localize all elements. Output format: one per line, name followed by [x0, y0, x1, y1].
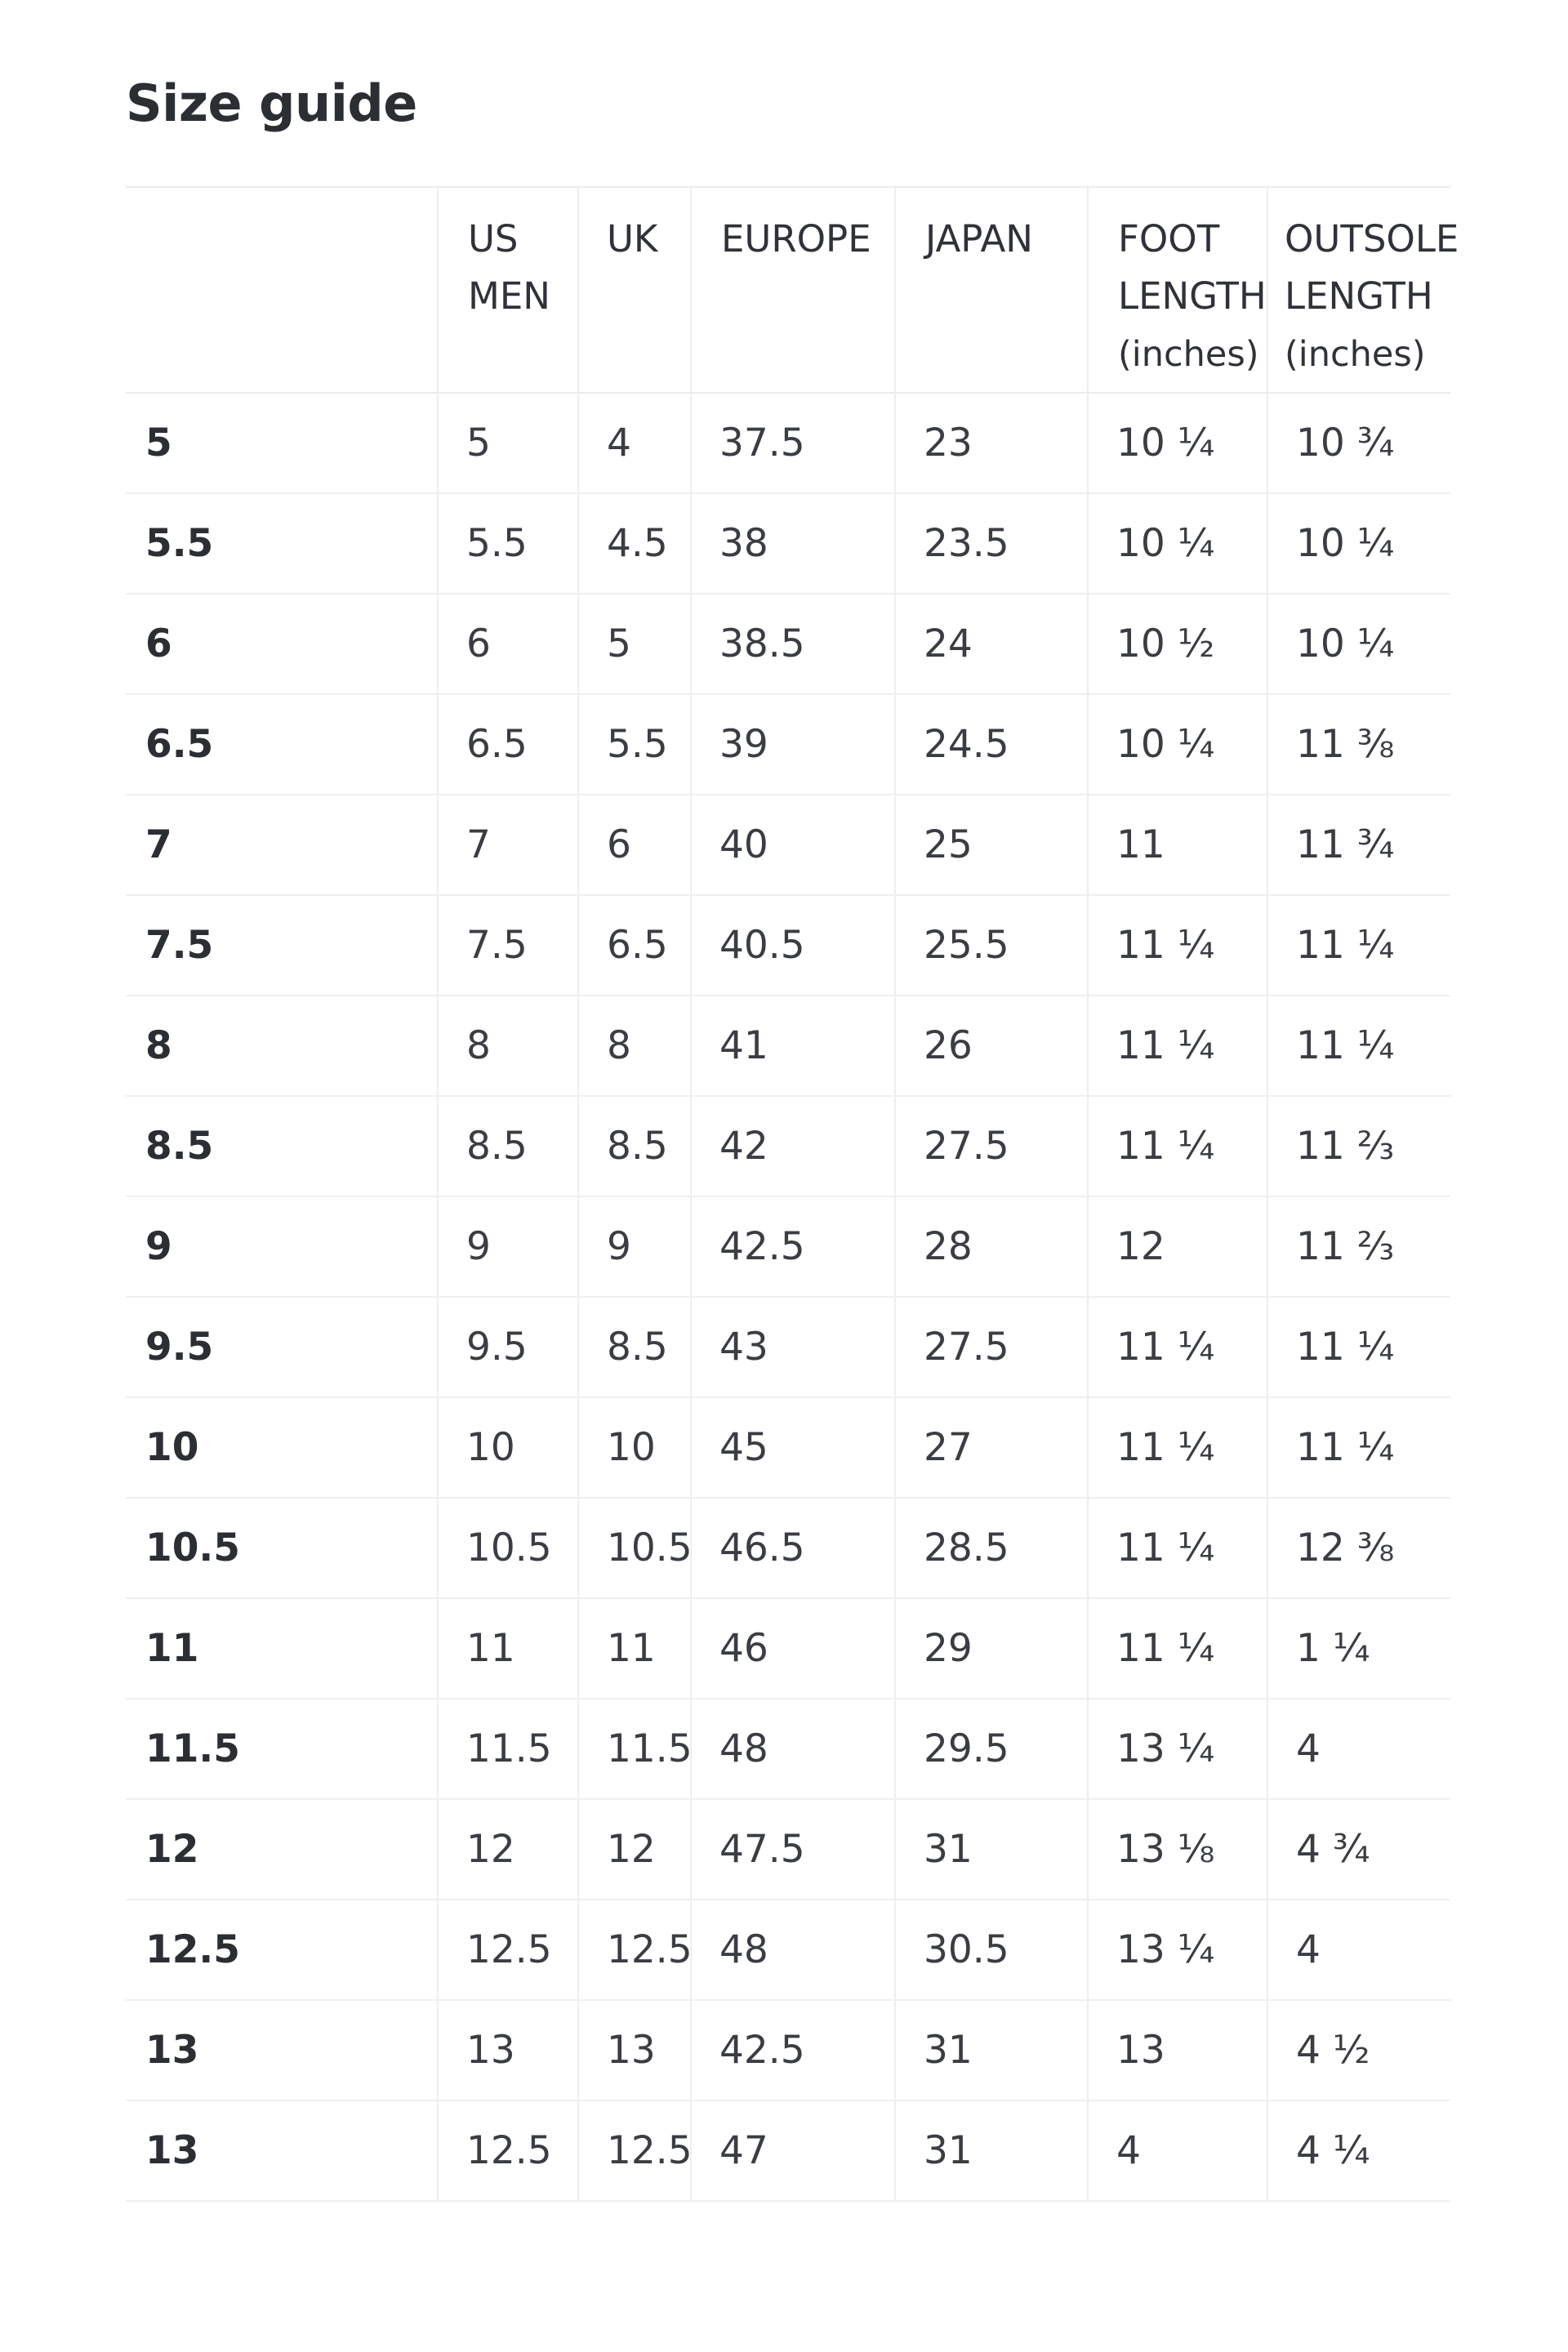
table-row: [126, 1297, 1450, 1397]
cell-size: 6: [126, 594, 438, 694]
cell-outsole-length: 4: [1267, 1699, 1450, 1799]
cell-europe: 38.5: [691, 594, 895, 694]
cell-europe: 48: [691, 1900, 895, 2000]
cell-japan: 24: [895, 594, 1088, 694]
cell-uk: 10: [578, 1397, 691, 1498]
table-row: [126, 1598, 1450, 1699]
cell-size: 13: [126, 2100, 438, 2201]
cell-japan: 28: [895, 1196, 1088, 1297]
column-header-line: UK: [607, 217, 658, 261]
cell-uk: 9: [578, 1196, 691, 1297]
table-header-row: [126, 187, 1450, 393]
cell-japan: 27: [895, 1397, 1088, 1498]
cell-foot-length: 10 ¼: [1088, 694, 1267, 795]
cell-size: 5: [126, 393, 438, 493]
cell-outsole-length: 11 ⅔: [1267, 1196, 1450, 1297]
cell-outsole-length: 4 ½: [1267, 2000, 1450, 2100]
column-header-foot-length: [1088, 187, 1267, 393]
column-header-line: (inches): [1118, 334, 1259, 375]
cell-japan: 27.5: [895, 1096, 1088, 1196]
cell-us-men: 5: [438, 393, 578, 493]
cell-outsole-length: 10 ¼: [1267, 493, 1450, 594]
column-header-uk: [578, 187, 691, 393]
cell-size: 12: [126, 1799, 438, 1900]
cell-japan: 23: [895, 393, 1088, 493]
cell-japan: 23.5: [895, 493, 1088, 594]
cell-foot-length: 11: [1088, 795, 1267, 895]
cell-foot-length: 12: [1088, 1196, 1267, 1297]
table-row: [126, 1498, 1450, 1598]
cell-outsole-length: 11 ¼: [1267, 1397, 1450, 1498]
cell-uk: 12.5: [578, 2100, 691, 2201]
cell-europe: 43: [691, 1297, 895, 1397]
cell-uk: 13: [578, 2000, 691, 2100]
table-row: [126, 493, 1450, 594]
cell-foot-length: 11 ¼: [1088, 1297, 1267, 1397]
cell-us-men: 9: [438, 1196, 578, 1297]
cell-europe: 42: [691, 1096, 895, 1196]
cell-us-men: 12.5: [438, 1900, 578, 2000]
table-row: [126, 594, 1450, 694]
cell-outsole-length: 10 ¼: [1267, 594, 1450, 694]
cell-outsole-length: 11 ¾: [1267, 795, 1450, 895]
cell-foot-length: 10 ¼: [1088, 393, 1267, 493]
column-header-line: FOOT: [1118, 217, 1220, 261]
cell-europe: 39: [691, 694, 895, 795]
cell-outsole-length: 11 ¼: [1267, 895, 1450, 996]
cell-size: 7.5: [126, 895, 438, 996]
cell-outsole-length: 11 ¼: [1267, 1297, 1450, 1397]
cell-us-men: 10: [438, 1397, 578, 1498]
cell-uk: 4.5: [578, 493, 691, 594]
cell-japan: 29.5: [895, 1699, 1088, 1799]
cell-europe: 40.5: [691, 895, 895, 996]
column-header-outsole-length: [1267, 187, 1459, 393]
cell-size: 10: [126, 1397, 438, 1498]
cell-europe: 47: [691, 2100, 895, 2201]
table-row: [126, 1096, 1450, 1196]
cell-europe: 41: [691, 996, 895, 1096]
cell-uk: 11.5: [578, 1699, 691, 1799]
cell-size: 11: [126, 1598, 438, 1699]
cell-uk: 8: [578, 996, 691, 1096]
column-header-us-men: [438, 187, 578, 393]
cell-europe: 40: [691, 795, 895, 895]
cell-us-men: 12.5: [438, 2100, 578, 2201]
cell-size: 13: [126, 2000, 438, 2100]
cell-foot-length: 11 ¼: [1088, 1498, 1267, 1598]
cell-us-men: 9.5: [438, 1297, 578, 1397]
cell-uk: 12: [578, 1799, 691, 1900]
cell-foot-length: 11 ¼: [1088, 1397, 1267, 1498]
cell-europe: 46: [691, 1598, 895, 1699]
cell-japan: 31: [895, 2000, 1088, 2100]
table-row: [126, 895, 1450, 996]
column-header-line: JAPAN: [925, 217, 1033, 261]
cell-outsole-length: 1 ¼: [1267, 1598, 1450, 1699]
cell-europe: 38: [691, 493, 895, 594]
cell-size: 7: [126, 795, 438, 895]
table-row: [126, 996, 1450, 1096]
cell-size: 12.5: [126, 1900, 438, 2000]
cell-uk: 8.5: [578, 1297, 691, 1397]
column-header-size: [126, 187, 438, 393]
cell-outsole-length: 4 ¼: [1267, 2100, 1450, 2201]
cell-outsole-length: 12 ⅜: [1267, 1498, 1450, 1598]
cell-foot-length: 11 ¼: [1088, 996, 1267, 1096]
cell-us-men: 7: [438, 795, 578, 895]
column-header-line: EUROPE: [721, 217, 871, 261]
table-body: [126, 393, 1450, 2201]
cell-uk: 8.5: [578, 1096, 691, 1196]
cell-outsole-length: 11 ¼: [1267, 996, 1450, 1096]
cell-us-men: 11.5: [438, 1699, 578, 1799]
cell-uk: 6: [578, 795, 691, 895]
cell-uk: 5: [578, 594, 691, 694]
column-header-japan: [895, 187, 1088, 393]
column-header-line: MEN: [468, 274, 550, 318]
table-row: [126, 1397, 1450, 1498]
cell-europe: 42.5: [691, 2000, 895, 2100]
table-row: [126, 2100, 1450, 2201]
cell-us-men: 6.5: [438, 694, 578, 795]
column-header-line: LENGTH: [1118, 274, 1267, 318]
cell-us-men: 10.5: [438, 1498, 578, 1598]
cell-japan: 28.5: [895, 1498, 1088, 1598]
table-row: [126, 694, 1450, 795]
cell-size: 8: [126, 996, 438, 1096]
cell-uk: 4: [578, 393, 691, 493]
cell-us-men: 6: [438, 594, 578, 694]
column-header-line: (inches): [1285, 334, 1426, 375]
cell-japan: 31: [895, 1799, 1088, 1900]
cell-us-men: 8.5: [438, 1096, 578, 1196]
cell-outsole-length: 10 ¾: [1267, 393, 1450, 493]
cell-foot-length: 4: [1088, 2100, 1267, 2201]
cell-uk: 10.5: [578, 1498, 691, 1598]
cell-outsole-length: 11 ⅔: [1267, 1096, 1450, 1196]
cell-japan: 26: [895, 996, 1088, 1096]
cell-size: 5.5: [126, 493, 438, 594]
page-title: Size guide: [126, 74, 417, 133]
cell-outsole-length: 11 ⅜: [1267, 694, 1450, 795]
cell-uk: 12.5: [578, 1900, 691, 2000]
cell-outsole-length: 4 ¾: [1267, 1799, 1450, 1900]
table-row: [126, 1699, 1450, 1799]
cell-size: 10.5: [126, 1498, 438, 1598]
cell-size: 9: [126, 1196, 438, 1297]
cell-europe: 37.5: [691, 393, 895, 493]
table-row: [126, 1900, 1450, 2000]
cell-japan: 25: [895, 795, 1088, 895]
cell-europe: 42.5: [691, 1196, 895, 1297]
cell-foot-length: 13 ¼: [1088, 1900, 1267, 2000]
cell-japan: 30.5: [895, 1900, 1088, 2000]
cell-uk: 11: [578, 1598, 691, 1699]
column-header-line: US: [468, 217, 519, 261]
cell-europe: 46.5: [691, 1498, 895, 1598]
cell-uk: 6.5: [578, 895, 691, 996]
cell-europe: 48: [691, 1699, 895, 1799]
cell-foot-length: 11 ¼: [1088, 1598, 1267, 1699]
cell-japan: 24.5: [895, 694, 1088, 795]
cell-us-men: 8: [438, 996, 578, 1096]
cell-europe: 47.5: [691, 1799, 895, 1900]
size-guide-table: [126, 186, 1459, 2202]
cell-outsole-length: 4: [1267, 1900, 1450, 2000]
column-header-europe: [691, 187, 895, 393]
cell-us-men: 5.5: [438, 493, 578, 594]
cell-size: 6.5: [126, 694, 438, 795]
cell-japan: 25.5: [895, 895, 1088, 996]
cell-size: 9.5: [126, 1297, 438, 1397]
cell-foot-length: 13 ⅛: [1088, 1799, 1267, 1900]
cell-us-men: 11: [438, 1598, 578, 1699]
cell-us-men: 12: [438, 1799, 578, 1900]
table-row: [126, 795, 1450, 895]
cell-us-men: 13: [438, 2000, 578, 2100]
table-row: [126, 1196, 1450, 1297]
cell-size: 8.5: [126, 1096, 438, 1196]
cell-japan: 29: [895, 1598, 1088, 1699]
cell-foot-length: 11 ¼: [1088, 895, 1267, 996]
table-row: [126, 1799, 1450, 1900]
cell-foot-length: 13: [1088, 2000, 1267, 2100]
table-row: [126, 2000, 1450, 2100]
cell-europe: 45: [691, 1397, 895, 1498]
cell-foot-length: 11 ¼: [1088, 1096, 1267, 1196]
cell-uk: 5.5: [578, 694, 691, 795]
cell-foot-length: 10 ¼: [1088, 493, 1267, 594]
cell-size: 11.5: [126, 1699, 438, 1799]
cell-us-men: 7.5: [438, 895, 578, 996]
column-header-line: OUTSOLE: [1285, 217, 1459, 261]
cell-foot-length: 13 ¼: [1088, 1699, 1267, 1799]
table-row: [126, 393, 1450, 493]
cell-japan: 27.5: [895, 1297, 1088, 1397]
column-header-line: LENGTH: [1285, 274, 1433, 318]
cell-japan: 31: [895, 2100, 1088, 2201]
cell-foot-length: 10 ½: [1088, 594, 1267, 694]
